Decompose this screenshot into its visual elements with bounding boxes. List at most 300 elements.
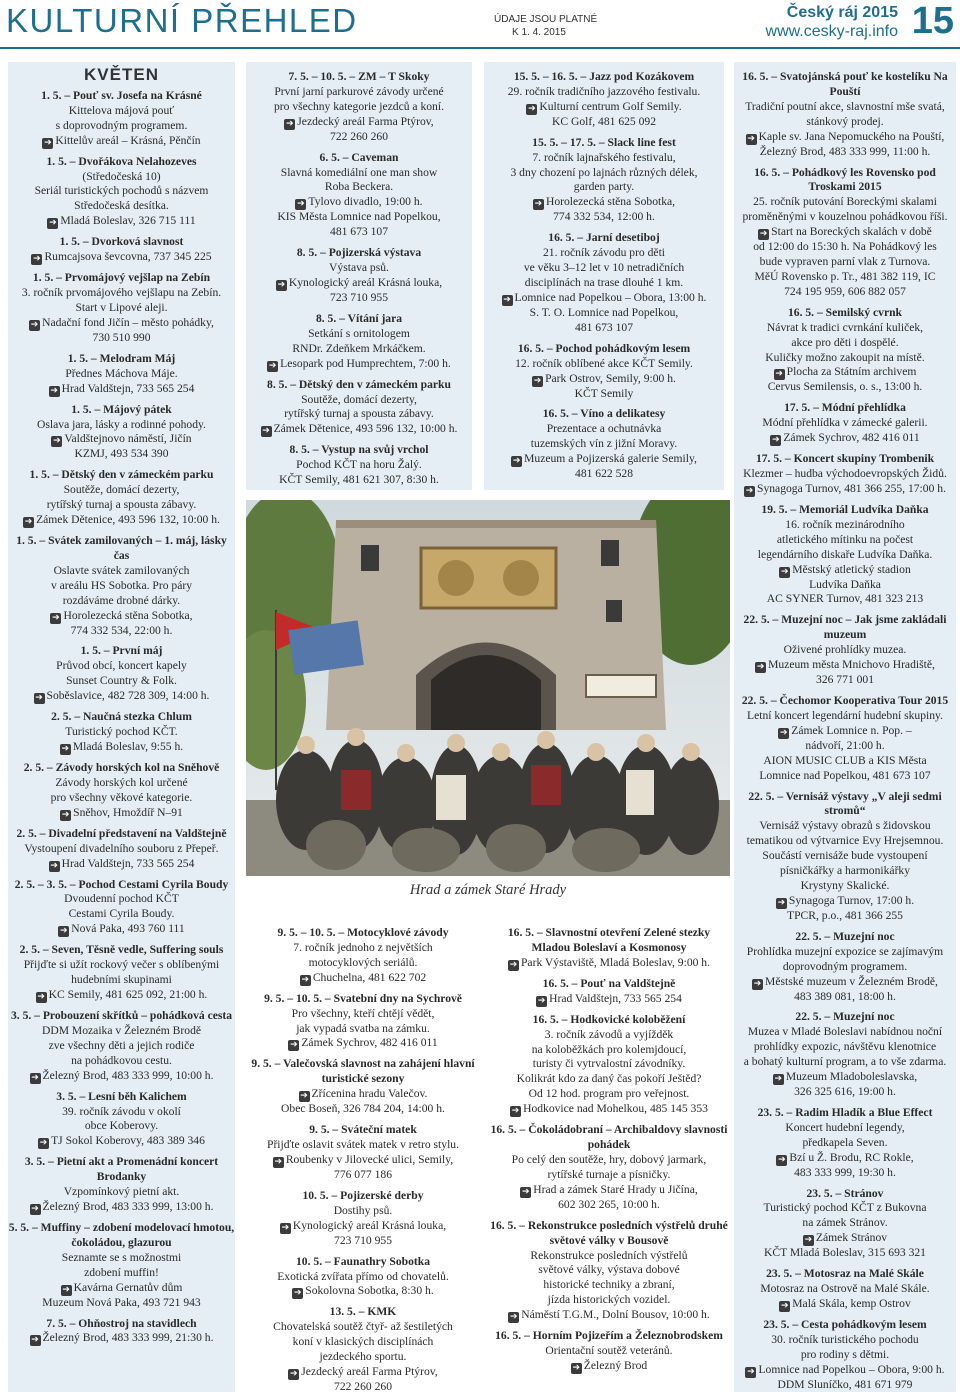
event-venue-line <box>8 1200 235 1215</box>
event-detail-line <box>734 909 956 924</box>
event-line-text: Oslavte svátek zamilovaných <box>53 563 190 577</box>
event-line-text: Lomnice nad Popelkou – Obora, 9:00 h. <box>758 1362 945 1376</box>
event-line-text: Městský atletický stadion <box>792 562 911 576</box>
arrow-right-icon: ➔ <box>297 199 305 210</box>
event-detail-line <box>8 725 235 740</box>
event-line-text: Kaple sv. Jana Nepomuckého na Pouští, <box>758 129 945 143</box>
event-detail-line <box>734 643 956 658</box>
event-detail-line <box>734 945 956 960</box>
event-detail-line <box>734 115 956 130</box>
event-line-text: 481 673 107 <box>330 225 388 239</box>
event-item <box>484 342 724 402</box>
event-detail-line <box>484 85 724 100</box>
event-detail-line <box>734 1201 956 1216</box>
arrow-right-icon: ➔ <box>286 118 294 129</box>
event-item <box>246 312 472 372</box>
event-venue-line <box>734 482 956 497</box>
event-detail-line <box>734 1333 956 1348</box>
event-line-text: Od 12 hod. program pro veřejnost. <box>528 1087 690 1101</box>
event-line-text: Zřícenina hradu Valečov. <box>311 1087 428 1101</box>
event-item <box>8 403 235 463</box>
event-item <box>734 70 956 160</box>
event-line-text: jak vypadá svatba na zámku. <box>296 1021 430 1035</box>
event-venue-line <box>8 609 235 624</box>
event-detail-line <box>246 956 480 971</box>
event-line-text: tematikou od výtvarnice Evy Hrejsemnou. <box>746 834 944 848</box>
event-line-text: 774 332 534, 12:00 h. <box>553 210 655 224</box>
event-title: 8. 5. – Dětský den v zámeckém parku <box>267 377 451 391</box>
event-line-text: nádvoří, 21:00 h. <box>805 738 885 752</box>
event-detail-line <box>484 321 724 336</box>
event-title: 16. 5. – Horním Pojizeřím a Železnobrodskem <box>495 1329 723 1343</box>
event-line-text: 25. ročník putování Boreckými skalami <box>753 195 937 209</box>
event-line-text: motocyklových seriálů. <box>308 955 418 969</box>
event-line-text: Letní koncert legendární hudební skupiny. <box>747 708 943 722</box>
event-venue-line <box>8 316 235 331</box>
event-line-text: Malá Skála, kemp Ostrov <box>792 1297 911 1310</box>
event-item <box>246 1305 480 1392</box>
event-line-text: Koncert hudební legendy, <box>785 1120 905 1134</box>
event-title: 9. 5. – Valečovská slavnost na zahájení hlavní turistické sezony <box>251 1057 475 1086</box>
event-line-text: legendárního diskaře Ludvíka Daňka. <box>757 547 933 561</box>
event-line-text: Soběslavice, 482 728 309, 14:00 h. <box>46 689 210 703</box>
event-detail-line <box>246 327 472 342</box>
arrow-right-icon: ➔ <box>503 294 511 305</box>
event-line-text: TPCR, p.o., 481 366 255 <box>787 908 903 922</box>
event-detail-line <box>734 673 956 688</box>
event-line-text: Cervus Semilensis, o. s., 13:00 h. <box>767 380 923 394</box>
event-line-text: Lomnice nad Popelkou, 481 673 107 <box>759 768 931 782</box>
event-detail-line <box>8 594 235 609</box>
event-detail-line <box>246 1270 480 1285</box>
event-line-text: na zámek Stránov. <box>802 1216 888 1230</box>
event-line-text: Ludvíka Daňka <box>809 577 881 591</box>
event-detail-line <box>734 1055 956 1070</box>
event-line-text: AION MUSIC CLUB a KIS Města <box>763 753 927 767</box>
arrow-right-icon: ➔ <box>290 1369 298 1380</box>
event-line-text: Hrad a zámek Staré Hrady u Jičína, <box>533 1182 698 1196</box>
event-item <box>8 827 235 872</box>
event-detail-line <box>490 1198 728 1213</box>
event-item <box>8 1317 235 1347</box>
event-detail-line <box>734 518 956 533</box>
event-line-text: Slavná komediální one man show <box>280 165 438 179</box>
event-detail-line <box>734 1246 956 1261</box>
event-venue-line <box>734 563 956 578</box>
event-line-text: předkapela Seven. <box>802 1135 888 1149</box>
event-item <box>246 443 472 488</box>
arrow-right-icon: ➔ <box>512 456 521 467</box>
event-detail-line <box>734 1040 956 1055</box>
event-detail-line <box>484 467 724 482</box>
event-line-text: 29. ročník tradičního jazzového festivalu. <box>507 84 701 98</box>
event-detail-line <box>246 1234 480 1249</box>
arrow-right-icon: ➔ <box>780 727 788 738</box>
event-item <box>734 306 956 396</box>
event-title: 2. 5. – 3. 5. – Pochod Cestami Cyrila Boudy <box>14 877 229 891</box>
event-title: 10. 5. – Pojizerské derby <box>302 1188 424 1202</box>
event-detail-line <box>246 342 472 357</box>
event-venue-line <box>490 1359 728 1374</box>
event-line-text: Roubenky v Jilovecké ulici, Semily, <box>285 1152 454 1166</box>
event-line-text: Mladá Boleslav, 326 715 111 <box>60 214 196 228</box>
event-detail-line <box>246 941 480 956</box>
event-detail-line <box>246 180 472 195</box>
event-venue-line <box>484 100 724 115</box>
event-line-text: od 12:00 do 15:30 h. Na Pohádkový les <box>753 240 937 254</box>
event-line-text: Exotická zvířata přímo od chovatelů. <box>277 1269 449 1283</box>
event-item <box>734 1010 956 1100</box>
event-line-text: 326 771 001 <box>816 673 874 687</box>
validity-line-1: ÚDAJE JSOU PLATNÉ <box>494 14 598 25</box>
arrow-right-icon: ➔ <box>50 385 58 396</box>
event-line-text: Turistický pochod KČT. <box>65 725 178 739</box>
event-line-text: AC SYNER Turnov, 481 323 213 <box>766 592 924 606</box>
event-line-text: Lomnice nad Popelkou – Obora, 13:00 h. <box>514 290 707 304</box>
event-line-text: Kittelův areál – Krásná, Pěnčín <box>55 133 201 147</box>
event-line-text: Oslava jara, lásky a rodinné pohody. <box>37 417 206 431</box>
event-detail-line <box>734 578 956 593</box>
event-line-text: Železný Brod, 483 333 999, 10:00 h. <box>42 1068 214 1082</box>
event-line-text: MěÚ Rovensko p. Tr., 481 382 119, IC <box>754 269 936 283</box>
event-line-text: proměněnými v kouzelnou pohádkovou říši. <box>742 210 948 224</box>
event-venue-line <box>8 250 235 265</box>
event-detail-line <box>8 674 235 689</box>
event-line-text: disciplínách na trase dlouhé 1 km. <box>524 275 684 289</box>
events-column-6 <box>490 922 728 1392</box>
event-detail-line <box>734 416 956 431</box>
event-line-text: garden party. <box>573 180 635 194</box>
event-detail-line <box>246 1204 480 1219</box>
event-line-text: 3 dny chození po lajnách různých délek, <box>510 165 698 179</box>
event-item <box>484 136 724 226</box>
event-title: 1. 5. – Melodram Máj <box>67 351 176 365</box>
arrow-right-icon: ➔ <box>775 369 783 380</box>
event-item <box>734 401 956 446</box>
event-detail-line <box>8 624 235 639</box>
event-detail-line <box>484 180 724 195</box>
event-line-text: Zámek Sychrov, 482 416 011 <box>301 1036 438 1050</box>
event-detail-line <box>484 166 724 181</box>
event-list <box>8 89 235 1347</box>
event-line-text: turisty či vytrvalostní závodníky. <box>532 1057 686 1071</box>
event-line-text: Tylovo divadlo, 19:00 h. <box>308 195 423 209</box>
event-item <box>246 1123 480 1183</box>
event-venue-line <box>8 432 235 447</box>
event-detail-line <box>490 1293 728 1308</box>
event-venue-line <box>8 689 235 704</box>
event-line-text: Seriál turistických pochodů s názvem <box>34 184 209 198</box>
event-detail-line <box>484 357 724 372</box>
event-line-text: Vzpomínkový pietní akt. <box>63 1185 180 1199</box>
event-detail-line <box>246 1335 480 1350</box>
event-line-text: 602 302 265, 10:00 h. <box>558 1197 660 1211</box>
event-title: 22. 5. – Muzejní noc – Jak jsme zakládali muzeum <box>743 613 947 642</box>
event-item <box>8 1009 235 1084</box>
event-line-text: Plocha za Státním archivem <box>786 365 917 379</box>
event-line-text: 3. ročník prvomájového vejšlapu na Zebín. <box>21 286 222 300</box>
arrow-right-icon: ➔ <box>24 517 33 528</box>
event-title: 8. 5. – Vystup na svůj vrchol <box>289 443 429 457</box>
event-item <box>246 378 472 438</box>
arrow-right-icon: ➔ <box>52 612 60 623</box>
event-detail-line <box>246 1380 480 1392</box>
event-line-text: písničkářky a harmonikářky <box>779 864 911 878</box>
event-line-text: Tradiční poutní akce, slavnostní mše svatá, <box>745 99 945 113</box>
arrow-right-icon: ➔ <box>49 218 57 229</box>
event-line-text: Bzí u Ž. Brodu, RC Rokle, <box>789 1150 914 1164</box>
event-detail-line <box>734 210 956 225</box>
event-item <box>490 1123 728 1213</box>
event-line-text: Závody horských kol určené <box>55 775 188 789</box>
event-title: 16. 5. – Čokoládobraní – Archibaldovy slavnosti pohádek <box>490 1123 728 1152</box>
event-venue-line <box>490 992 728 1007</box>
event-detail-line <box>490 1072 728 1087</box>
event-line-text: Kulturní centrum Golf Semily. <box>539 99 682 113</box>
event-detail-line <box>246 225 472 240</box>
event-line-text: Park Ostrov, Semily, 9:00 h. <box>545 371 676 385</box>
event-title: 10. 5. – Faunathry Sobotka <box>296 1254 430 1268</box>
event-item <box>246 246 472 306</box>
arrow-right-icon: ➔ <box>511 1106 520 1117</box>
event-detail-line <box>8 1185 235 1200</box>
event-title: 16. 5. – Pohádkový les Rovensko pod Troskami 2015 <box>754 165 936 194</box>
event-line-text: Hrad Valdštejn, 733 565 254 <box>549 991 682 1005</box>
event-detail-line <box>490 1278 728 1293</box>
event-line-text: Sněhov, Hmoždíř N–91 <box>73 805 183 819</box>
event-line-text: 723 710 955 <box>330 290 388 304</box>
event-venue-line <box>484 452 724 467</box>
event-line-text: 21. ročník závodu pro děti <box>542 246 666 260</box>
event-detail-line <box>8 498 235 513</box>
event-detail-line <box>734 879 956 894</box>
arrow-right-icon: ➔ <box>35 693 43 704</box>
event-line-text: v areálu HS Sobotka. Pro páry <box>50 578 193 592</box>
event-item <box>246 992 480 1052</box>
event-line-text: rytířský turnaj a spousta zábavy. <box>46 498 197 512</box>
event-venue-line <box>8 1069 235 1084</box>
event-line-text: KC Golf, 481 625 092 <box>551 114 657 128</box>
event-line-text: 16. ročník mezinárodního <box>785 517 905 531</box>
event-line-text: Soutěže, domácí dezerty, <box>301 392 417 406</box>
event-item <box>734 1267 956 1312</box>
event-detail-line <box>246 210 472 225</box>
event-line-text: pro rodiny s dětmi. <box>800 1347 890 1361</box>
event-detail-line <box>484 387 724 402</box>
arrow-right-icon: ➔ <box>281 1222 290 1233</box>
event-venue-line <box>8 857 235 872</box>
event-line-text: rozdáváme drobné dárky. <box>62 593 181 607</box>
event-venue-line <box>734 658 956 673</box>
event-line-text: Seznamte se s možnostmi <box>61 1250 182 1264</box>
event-detail-line <box>8 892 235 907</box>
event-detail-line <box>8 579 235 594</box>
event-line-text: pro všechny věkové kategorie. <box>50 790 193 804</box>
event-item <box>484 70 724 130</box>
event-line-text: Jezdecký areál Farma Ptýrov, <box>297 114 434 128</box>
event-item <box>8 710 235 755</box>
event-detail-line <box>246 1022 480 1037</box>
castle-photo <box>246 500 730 876</box>
event-detail-line <box>8 286 235 301</box>
event-detail-line <box>8 119 235 134</box>
event-item <box>490 977 728 1007</box>
event-line-text: Po celý den soutěže, hry, dobový jarmark, <box>511 1152 707 1166</box>
event-title: 16. 5. – Hodkovické koloběžení <box>532 1012 686 1026</box>
event-venue-line <box>734 975 956 990</box>
event-detail-line <box>8 791 235 806</box>
event-detail-line <box>734 270 956 285</box>
event-title: 23. 5. – Stránov <box>806 1186 884 1200</box>
arrow-right-icon: ➔ <box>778 1154 786 1165</box>
event-line-text: Synagoga Turnov, 481 366 255, 17:00 h. <box>757 481 946 495</box>
event-detail-line <box>484 276 724 291</box>
event-detail-line <box>734 321 956 336</box>
event-line-text: stánkový prodej. <box>806 114 884 128</box>
event-line-text: 724 195 959, 606 882 057 <box>784 284 906 298</box>
arrow-right-icon: ➔ <box>53 436 61 447</box>
event-detail-line <box>734 145 956 160</box>
event-detail-line <box>8 184 235 199</box>
event-line-text: na koloběžkách pro kolemjdoucí, <box>531 1042 687 1056</box>
event-line-text: Motosraz na Ostrově na Malé Skále. <box>760 1282 930 1296</box>
event-detail-line <box>246 1138 480 1153</box>
event-line-text: Muzeum Nová Paka, 493 721 943 <box>42 1295 201 1309</box>
event-line-text: Start v Lipové aleji. <box>75 300 168 314</box>
event-line-text: Muzeum města Mnichovo Hradiště, <box>768 658 935 672</box>
event-item <box>8 644 235 704</box>
event-venue-line <box>490 1102 728 1117</box>
event-line-text: 481 622 528 <box>575 467 633 481</box>
event-title: 5. 5. – Muffiny – zdobení modelovací hmotou, čokoládou, glazurou <box>8 1221 235 1249</box>
event-detail-line <box>734 1216 956 1231</box>
event-detail-line <box>8 842 235 857</box>
event-line-text: Kuličky možno zakoupit na místě. <box>765 350 925 364</box>
event-detail-line <box>8 418 235 433</box>
event-venue-line <box>246 1219 480 1234</box>
event-item <box>8 352 235 397</box>
event-line-text: Synagoga Turnov, 17:00 h. <box>788 893 915 907</box>
event-detail-line <box>246 166 472 181</box>
castle-photo-illustration <box>246 500 730 876</box>
event-title: 7. 5. – 10. 5. – ZM – T Skoky <box>288 70 430 83</box>
event-detail-line <box>8 1024 235 1039</box>
arrow-right-icon: ➔ <box>756 662 765 673</box>
event-venue-line <box>246 1036 480 1051</box>
event-venue-line <box>734 1070 956 1085</box>
event-detail-line <box>8 331 235 346</box>
event-venue-line <box>246 1365 480 1380</box>
event-title: 6. 5. – Caveman <box>319 150 399 164</box>
event-item <box>8 271 235 346</box>
event-line-text: KIS Města Lomnice nad Popelkou, <box>277 210 441 224</box>
event-detail-line <box>8 1296 235 1311</box>
event-title: 1. 5. – Dvořákova Nelahozeves <box>46 154 197 168</box>
event-item <box>734 452 956 497</box>
arrow-right-icon: ➔ <box>534 199 543 210</box>
event-detail-line <box>734 709 956 724</box>
event-item <box>246 1255 480 1300</box>
event-venue-line <box>246 115 472 130</box>
event-item <box>8 534 235 638</box>
arrow-right-icon: ➔ <box>62 1284 70 1295</box>
event-detail-line <box>8 170 235 185</box>
arrow-right-icon: ➔ <box>301 974 310 985</box>
event-line-text: zdobení muffin! <box>84 1265 159 1279</box>
event-line-text: na pohádkovou cestu. <box>71 1053 172 1067</box>
arrow-right-icon: ➔ <box>747 1366 755 1377</box>
event-venue-line <box>484 291 724 306</box>
arrow-right-icon: ➔ <box>528 103 536 114</box>
event-venue-line <box>246 1087 480 1102</box>
event-item <box>8 1221 235 1311</box>
event-venue-line <box>8 806 235 821</box>
event-line-text: Nadační fond Jičín – město pohádky, <box>42 315 214 329</box>
event-line-text: Přijďte si užít rockový večer s oblíbenými <box>23 958 220 972</box>
event-venue-line <box>8 740 235 755</box>
event-line-text: jezdeckého sportu. <box>319 1350 407 1364</box>
event-title: 7. 5. – Ohňostroj na stavidlech <box>46 1316 197 1330</box>
event-title: 16. 5. – Slavnostní otevření Zelené stezky Mladou Boleslaví a Kosmonosy <box>507 926 711 954</box>
event-line-text: obce Koberovy. <box>84 1119 159 1133</box>
website-link[interactable]: www.cesky-raj.info <box>765 23 898 40</box>
event-title: 3. 5. – Probouzení skřítků – pohádková cesta <box>10 1008 233 1022</box>
event-line-text: Kittelova májová pouť <box>68 103 175 117</box>
event-line-text: zve všechny děti a jejich rodiče <box>48 1038 195 1052</box>
event-line-text: doprovodným programem. <box>782 959 908 973</box>
event-line-text: Zámek Lomnice n. Pop. – <box>791 723 912 737</box>
event-item <box>484 231 724 335</box>
validity-line-2: K 1. 4. 2015 <box>512 27 566 38</box>
event-detail-line <box>246 1320 480 1335</box>
event-venue-line <box>734 1363 956 1378</box>
event-list <box>734 70 956 1392</box>
event-line-text: 12. ročník oblíbené akce KČT Semily. <box>515 356 693 370</box>
event-item <box>8 943 235 1003</box>
event-line-text: Kynologický areál Krásná louka, <box>288 275 443 289</box>
event-line-text: Součástí vernisáže bude vystoupení <box>762 849 928 863</box>
event-line-text: a bohatý kulturní program, a to vše zdarma. <box>743 1055 947 1069</box>
event-item <box>734 694 956 784</box>
event-detail-line <box>8 659 235 674</box>
event-venue-line <box>734 130 956 145</box>
arrow-right-icon: ➔ <box>37 991 45 1002</box>
event-title: 13. 5. – KMK <box>329 1305 397 1319</box>
event-line-text: DDM Mozaika v Železném Brodě <box>41 1023 202 1037</box>
event-line-text: koní v klasických disciplínách <box>292 1335 434 1349</box>
event-venue-line <box>734 365 956 380</box>
event-venue-line <box>734 225 956 240</box>
event-detail-line <box>490 1263 728 1278</box>
magazine-info <box>766 4 898 42</box>
event-detail-line <box>246 393 472 408</box>
event-line-text: Krystyny Skalické. <box>800 878 890 892</box>
event-line-text: Roba Beckera. <box>324 180 394 194</box>
event-title: 1. 5. – Pouť sv. Josefa na Krásné <box>41 88 202 102</box>
arrow-right-icon: ➔ <box>537 995 546 1006</box>
event-item <box>8 468 235 528</box>
arrow-right-icon: ➔ <box>745 485 754 496</box>
event-venue-line <box>246 276 472 291</box>
event-title: 15. 5. – 16. 5. – Jazz pod Kozákovem <box>513 70 695 83</box>
event-line-text: Orientační soutěž veteránů. <box>545 1344 673 1358</box>
event-line-text: 39. ročník závodu v okolí <box>62 1104 181 1118</box>
arrow-right-icon: ➔ <box>30 319 39 330</box>
event-detail-line <box>8 301 235 316</box>
event-detail-line <box>490 1168 728 1183</box>
event-line-text: 722 260 260 <box>330 129 388 143</box>
event-line-text: KZMJ, 493 534 390 <box>74 447 169 461</box>
